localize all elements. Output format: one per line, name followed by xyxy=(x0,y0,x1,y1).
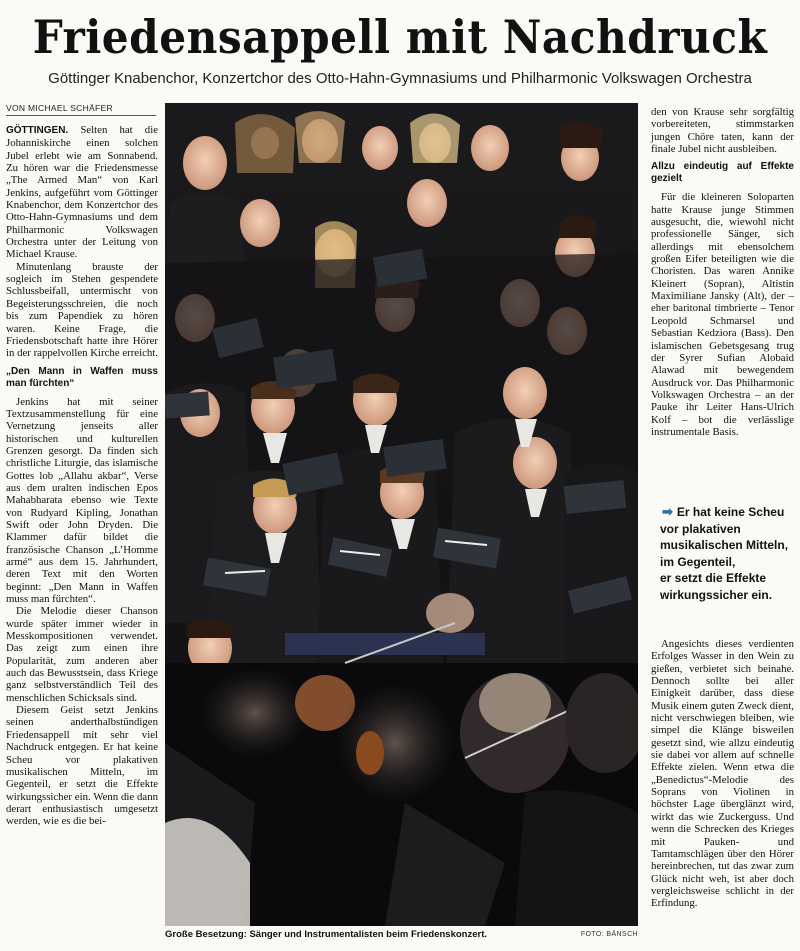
byline: VON MICHAEL SCHÄFER xyxy=(6,103,156,116)
paragraph: Diesem Geist setzt Jenkins seinen anderthalbstündigen Friedensappell mit sehr viel Nachdruck entgegen. Er hat keine Scheu vor plakativen musikalischen Mitteln, im Gegenteil, er setzt die Effekte wirkungssicher ein. Wenn die dann derart enthusiastisch umgesetzt werden, wie es die bei- xyxy=(6,704,158,828)
photo-caption: Große Besetzung: Sänger und Instrumentalisten beim Friedenskonzert. xyxy=(165,929,487,940)
paragraph: Für die kleineren Soloparten hatte Krause junge Stimmen ausgesucht, die, wiewohl nicht professionelle Sänger, sich allerdings mit ebensolchem großen Eifer beteiligten wie die Choristen. Das waren Annike Kleinert (Sopran), Altistin Maximiliane Jansky (Alt), der – eher baritonal timbrierte – Tenor Leopold Schmarsel und Sebastian Kedziora (Bass). Den islamischen Gebetsgesang trug der Syrer Sufian Alobaid Alawad mit bewegendem Ausdruck vor. Das Philharmonic Volkswagen Orchestra – an der Pauke ihr Leiter Hans-Ulrich Kolf – bot die verlässlige instrumentale Basis. xyxy=(651,191,794,438)
paragraph xyxy=(6,124,158,261)
pull-quote xyxy=(660,504,800,603)
paragraph-text: Selten hat die Johanniskirche einen solchen Jubel erlebt wie am Sonnabend. Zu hören war die Friedensmesse „The Armed Man“ von Karl Jenkins, aufgeführt vom Göttinger Knabenchor, dem Konzertchor des Otto-Hahn-Gymnasiums und dem Philharmonic Volkswagen Orchestra unter der Leitung von Michael Krause. xyxy=(6,124,158,261)
pull-quote-line: musikalischen Mitteln, xyxy=(660,538,789,552)
pull-quote-line: er setzt die Effekte xyxy=(660,571,767,585)
paragraph: Die Melodie dieser Chanson wurde später immer wieder in Messkompositionen verwendet. Das zeigt zum einen ihre Popularität, zum anderen aber auch das Bewusstsein, dass Kriege ganz selbstverständlich Teil des menschlichen Schicksals sind. xyxy=(6,605,158,704)
paragraph: Minutenlang brauste der sogleich im Stehen gespendete Schlussbeifall, untermischt von Begeisterungsschreien, die noch bis zum Papendiek zu hören waren. Keine Frage, die Friedensbotschaft hatte ihre Hörer in der rappelvollen Kirche erreicht. xyxy=(6,260,158,360)
photo-credit: FOTO: BÄNSCH xyxy=(580,931,638,938)
paragraph: den von Krause sehr sorgfältig vorbereiteten, stimmstarken jungen Chöre taten, kann der finale Jubel nicht ausbleiben. xyxy=(651,106,794,156)
pull-quote-line: vor plakativen xyxy=(660,521,741,536)
paragraph: Jenkins hat mit seiner Textzusammenstellung für eine Vernetzung jenseits aller historischen und kulturellen Grenzen gesorgt. Da finden sich christliche Liturgie, das islamische Gottes lob „Allahu akbar“, Verse aus dem uralten indischen Epos Mahabharata ebenso wie Texte von Rudyard Kipling, Jonathan Swift oder John Dryden. Die Klammer dafür bildet die französische Chanson „L’Homme armé“ aus dem 15. Jahrhundert, deren Text mit den Worten beginnt: „Den Mann in Waffen muss man fürchten“. xyxy=(6,395,158,606)
pull-quote-line xyxy=(660,504,800,521)
pull-quote-text: Er hat keine Scheu xyxy=(676,505,785,519)
article-column-3-bottom xyxy=(651,638,794,910)
pull-quote-line: wirkungssicher ein. xyxy=(660,587,773,602)
dateline: GÖTTINGEN. xyxy=(6,125,69,136)
subheadline: Göttinger Knabenchor, Konzertchor des Otto-Hahn-Gymnasiums und Philharmonic Volkswagen Orchestra xyxy=(48,70,752,87)
article-column-1 xyxy=(6,124,158,828)
headline: Friedensappell mit Nachdruck xyxy=(32,10,768,64)
subheading: Allzu eindeutig auf Effekte gezielt xyxy=(651,161,794,185)
concert-photo xyxy=(165,103,638,926)
article-column-3-top xyxy=(651,106,794,438)
paragraph: Angesichts dieses verdienten Erfolges Wasser in den Wein zu gießen, verbietet sich beinahe. Dennoch sollte bei aller Einigkeit darüber, dass diese Musik einem guten Zweck dient, nicht verschwiegen bleiben, wie simpel die Klänge bisweilen gesetzt sind, wie allzu eindeutig sie dabei vor allem auf schnelle Effekte zielen. Wenn etwa die „Benedictus“-Melodie des Soprans von Violinen in höchster Lage überglänzt wird, wirkt das wie Zuckerguss. Und wenn die Schrecken des Krieges mit Pauken- und Tamtamschlägen über den Hörer hereinbrechen, tut das zwar zum Glück nicht weh, ist aber doch vergleichsweise schlicht in der Erfindung. xyxy=(651,638,794,910)
subheading: „Den Mann in Waffen muss man fürchten“ xyxy=(6,365,158,389)
arrow-right-icon: ➡ xyxy=(662,504,673,519)
pull-quote-line: im Gegenteil, xyxy=(660,554,736,569)
